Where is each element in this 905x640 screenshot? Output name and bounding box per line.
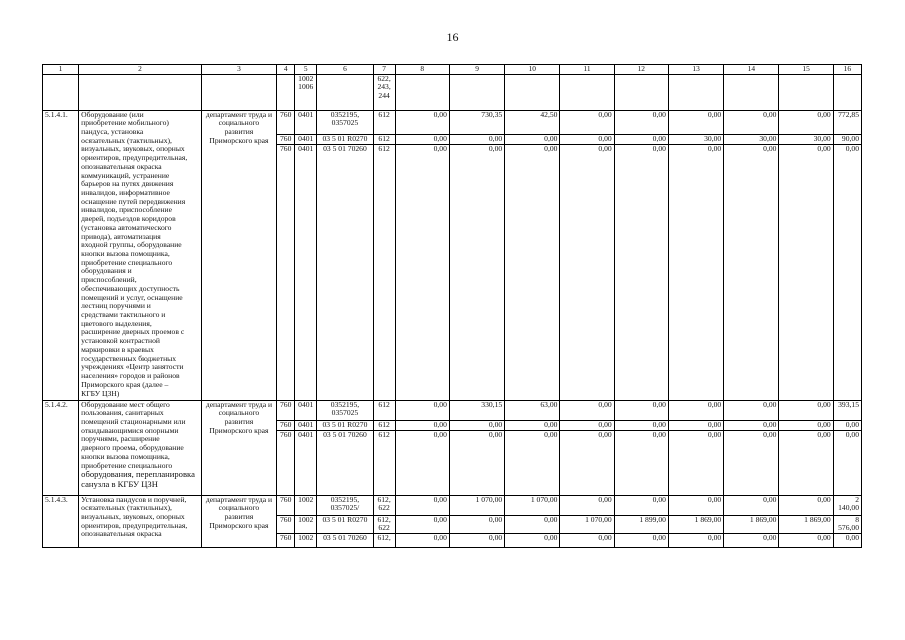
table-cell: 0,00 bbox=[779, 420, 833, 430]
table-cell: 8 576,00 bbox=[833, 515, 861, 533]
section-code-cell: 1002 1006 bbox=[295, 74, 317, 110]
table-cell: 612 bbox=[373, 110, 395, 134]
header-cell: 14 bbox=[724, 65, 779, 75]
table-cell: 0,00 bbox=[560, 134, 614, 144]
table-cell: 0,00 bbox=[560, 144, 614, 400]
table-cell: 0,00 bbox=[614, 400, 668, 420]
table-cell: 0,00 bbox=[724, 495, 779, 515]
table-cell: 03 5 01 70260 bbox=[317, 533, 373, 547]
item-description-cell bbox=[79, 400, 202, 495]
item-number-cell: 5.1.4.1. bbox=[43, 110, 79, 400]
table-cell: 0,00 bbox=[614, 533, 668, 547]
table-cell: 0,00 bbox=[449, 134, 504, 144]
table-cell: 612 bbox=[373, 420, 395, 430]
table-cell: 0,00 bbox=[724, 533, 779, 547]
table-cell: 63,00 bbox=[505, 400, 560, 420]
table-cell: 760 bbox=[277, 144, 295, 400]
header-cell: 6 bbox=[317, 65, 373, 75]
table-cell: 0,00 bbox=[779, 533, 833, 547]
table-cell: 0,00 bbox=[668, 400, 723, 420]
table-cell: 0,00 bbox=[724, 420, 779, 430]
table-cell: 0,00 bbox=[560, 400, 614, 420]
table-cell: 0,00 bbox=[668, 430, 723, 495]
table-cell: 1 869,00 bbox=[724, 515, 779, 533]
item-number-cell: 5.1.4.3. bbox=[43, 495, 79, 547]
cell bbox=[779, 74, 833, 110]
table-cell: 393,15 bbox=[833, 400, 861, 420]
table-cell: 0,00 bbox=[505, 515, 560, 533]
cell bbox=[724, 74, 779, 110]
header-cell: 3 bbox=[201, 65, 276, 75]
table-cell: 0,00 bbox=[505, 134, 560, 144]
table-cell: 03 5 01 70260 bbox=[317, 144, 373, 400]
table-cell: 0,00 bbox=[779, 110, 833, 134]
table-cell: 612 bbox=[373, 430, 395, 495]
table-cell: 0,00 bbox=[395, 134, 449, 144]
table-cell: 03 5 01 R0270 bbox=[317, 515, 373, 533]
department-cell: департамент труда и социального развития Приморского края bbox=[201, 110, 276, 400]
table-cell: 0,00 bbox=[560, 495, 614, 515]
table-cell: 0,00 bbox=[395, 420, 449, 430]
department-cell: департамент труда и социального развития Приморского края bbox=[201, 495, 276, 547]
table-cell: 0,00 bbox=[395, 495, 449, 515]
budget-table bbox=[42, 64, 862, 548]
table-cell: 612, bbox=[373, 533, 395, 547]
table-cell: 0,00 bbox=[614, 495, 668, 515]
table-cell: 760 bbox=[277, 110, 295, 134]
table-cell: 30,00 bbox=[779, 134, 833, 144]
table-cell: 0,00 bbox=[614, 144, 668, 400]
table-cell: 0,00 bbox=[724, 430, 779, 495]
header-row bbox=[43, 65, 862, 75]
table-cell: 760 bbox=[277, 430, 295, 495]
table-cell: 730,35 bbox=[449, 110, 504, 134]
table-cell: 0,00 bbox=[395, 400, 449, 420]
item-description-cell bbox=[79, 495, 202, 547]
table-cell: 03 5 01 70260 bbox=[317, 430, 373, 495]
table-cell: 0,00 bbox=[833, 144, 861, 400]
table-cell: 612, 622 bbox=[373, 495, 395, 515]
item-description-cell bbox=[79, 110, 202, 400]
table-cell: 0401 bbox=[295, 144, 317, 400]
table-cell: 0,00 bbox=[505, 533, 560, 547]
table-cell: 0,00 bbox=[560, 430, 614, 495]
expense-type-cell: 622, 243, 244 bbox=[373, 74, 395, 110]
table-cell: 0,00 bbox=[505, 430, 560, 495]
table-cell: 0,00 bbox=[779, 400, 833, 420]
table-cell: 0,00 bbox=[395, 533, 449, 547]
cell bbox=[277, 74, 295, 110]
table-cell: 1 869,00 bbox=[779, 515, 833, 533]
header-cell: 11 bbox=[560, 65, 614, 75]
table-cell: 03 5 01 R0270 bbox=[317, 420, 373, 430]
table-cell: 0,00 bbox=[779, 430, 833, 495]
table-cell: 0,00 bbox=[779, 144, 833, 400]
table-cell: 760 bbox=[277, 533, 295, 547]
cell bbox=[833, 74, 861, 110]
department-cell: департамент труда и социального развития Приморского края bbox=[201, 400, 276, 495]
table-cell: 0,00 bbox=[395, 515, 449, 533]
table-cell: 03 5 01 R0270 bbox=[317, 134, 373, 144]
table-cell: 760 bbox=[277, 515, 295, 533]
page-number: 16 bbox=[446, 30, 459, 44]
table-cell: 612, 622 bbox=[373, 515, 395, 533]
table-cell: 0,00 bbox=[395, 430, 449, 495]
cell bbox=[317, 74, 373, 110]
table-cell: 0401 bbox=[295, 400, 317, 420]
header-cell: 2 bbox=[79, 65, 202, 75]
table-cell: 0401 bbox=[295, 110, 317, 134]
table-cell: 0,00 bbox=[449, 144, 504, 400]
table-cell: 1 070,00 bbox=[449, 495, 504, 515]
table-cell: 30,00 bbox=[724, 134, 779, 144]
table-cell: 1 070,00 bbox=[505, 495, 560, 515]
table-cell: 0,00 bbox=[449, 420, 504, 430]
table-row bbox=[43, 110, 862, 134]
cell bbox=[505, 74, 560, 110]
header-cell: 16 bbox=[833, 65, 861, 75]
header-cell: 12 bbox=[614, 65, 668, 75]
header-cell: 4 bbox=[277, 65, 295, 75]
item-description-text: Установка пандусов и поручней, осязательных (тактильных), визуальных, звуковых, опорных ориентиров, предупредительная, опознавательная окраска bbox=[81, 495, 188, 539]
table-cell: 0,00 bbox=[668, 144, 723, 400]
table-cell: 0,00 bbox=[614, 420, 668, 430]
table-cell: 0,00 bbox=[724, 400, 779, 420]
header-cell: 13 bbox=[668, 65, 723, 75]
header-cell: 7 bbox=[373, 65, 395, 75]
cell bbox=[201, 74, 276, 110]
table-cell: 612 bbox=[373, 400, 395, 420]
item-number-cell: 5.1.4.2. bbox=[43, 400, 79, 495]
table-cell: 1002 bbox=[295, 533, 317, 547]
table-cell: 0,00 bbox=[560, 110, 614, 134]
cell bbox=[614, 74, 668, 110]
table-cell: 0,00 bbox=[449, 430, 504, 495]
header-cell: 8 bbox=[395, 65, 449, 75]
table-row bbox=[43, 400, 862, 420]
table-cell: 0,00 bbox=[395, 144, 449, 400]
table-cell: 0352195, 0357025/ bbox=[317, 495, 373, 515]
table-cell: 2 140,00 bbox=[833, 495, 861, 515]
continuation-row bbox=[43, 74, 862, 110]
table-cell: 1002 bbox=[295, 495, 317, 515]
table-cell: 0,00 bbox=[668, 110, 723, 134]
table-cell: 330,15 bbox=[449, 400, 504, 420]
table-cell: 0,00 bbox=[505, 420, 560, 430]
table-cell: 1 899,00 bbox=[614, 515, 668, 533]
table-cell: 42,50 bbox=[505, 110, 560, 134]
item-description-text: Оборудование (или приобретение мобильного) пандуса, установка осязательных (тактильных), визуальных, звуковых, опорных ориентиров, предупредительная, опознавательная окраска коммуникаций, устранение барьеров на путях движения инвалидов, информативное оснащение путей передвижения инвалидов, приспособление дверей, подъездов коридоров (установка автоматического привода), автоматизация входной группы, оборудование кнопки вызова помощника, приобретение специального оборудования и приспособлений, обеспечивающих доступность помещений и услуг, оснащение лестниц поручнями и средствами тактильного и цветового выделения, расширение дверных проемов с установкой контрастной маркировки в краевых государственных бюджетных учреждениях «Центр занятости населения» городов и районов Приморского края (далее – КГБУ ЦЗН) bbox=[81, 110, 188, 398]
cell bbox=[79, 74, 202, 110]
table-cell: 0,00 bbox=[614, 134, 668, 144]
table-cell: 0,00 bbox=[779, 495, 833, 515]
table-cell: 0,00 bbox=[449, 533, 504, 547]
table-cell: 612 bbox=[373, 134, 395, 144]
table-cell: 90,00 bbox=[833, 134, 861, 144]
table-cell: 0,00 bbox=[833, 420, 861, 430]
table-cell: 0,00 bbox=[724, 144, 779, 400]
table-cell: 0,00 bbox=[505, 144, 560, 400]
table-cell: 0,00 bbox=[668, 533, 723, 547]
table-cell: 0352195, 0357025 bbox=[317, 110, 373, 134]
table-cell: 0401 bbox=[295, 420, 317, 430]
table-cell: 760 bbox=[277, 495, 295, 515]
table-cell: 0401 bbox=[295, 134, 317, 144]
item-description-text: оборудования, перепланировка санузла в КГБУ ЦЗН bbox=[81, 469, 195, 490]
header-cell: 1 bbox=[43, 65, 79, 75]
table-row bbox=[43, 495, 862, 515]
table-cell: 1 070,00 bbox=[560, 515, 614, 533]
header-cell: 10 bbox=[505, 65, 560, 75]
table-cell: 760 bbox=[277, 400, 295, 420]
table-cell: 0401 bbox=[295, 430, 317, 495]
table-cell: 0,00 bbox=[668, 420, 723, 430]
table-cell: 0,00 bbox=[560, 533, 614, 547]
cell bbox=[43, 74, 79, 110]
cell bbox=[668, 74, 723, 110]
header-cell: 15 bbox=[779, 65, 833, 75]
table-cell: 0,00 bbox=[395, 110, 449, 134]
table-cell: 612 bbox=[373, 144, 395, 400]
table-cell: 30,00 bbox=[668, 134, 723, 144]
cell bbox=[449, 74, 504, 110]
table-cell: 1002 bbox=[295, 515, 317, 533]
table-cell: 0,00 bbox=[449, 515, 504, 533]
table-cell: 772,85 bbox=[833, 110, 861, 134]
table-cell: 0,00 bbox=[668, 495, 723, 515]
cell bbox=[560, 74, 614, 110]
table-cell: 0352195, 0357025 bbox=[317, 400, 373, 420]
table-cell: 0,00 bbox=[833, 430, 861, 495]
table-cell: 0,00 bbox=[614, 430, 668, 495]
header-cell: 5 bbox=[295, 65, 317, 75]
table-cell: 1 869,00 bbox=[668, 515, 723, 533]
table-cell: 0,00 bbox=[833, 533, 861, 547]
table-cell: 760 bbox=[277, 420, 295, 430]
cell bbox=[395, 74, 449, 110]
table-cell: 760 bbox=[277, 134, 295, 144]
table-cell: 0,00 bbox=[560, 420, 614, 430]
item-description-text: Оборудование мест общего пользования, санитарных помещений стационарными или откидывающимися опорными поручнями, расширение дверного проема, оборудование кнопки вызова помощника, приобретение специального bbox=[81, 400, 186, 470]
header-cell: 9 bbox=[449, 65, 504, 75]
table-cell: 0,00 bbox=[614, 110, 668, 134]
table-cell: 0,00 bbox=[724, 110, 779, 134]
